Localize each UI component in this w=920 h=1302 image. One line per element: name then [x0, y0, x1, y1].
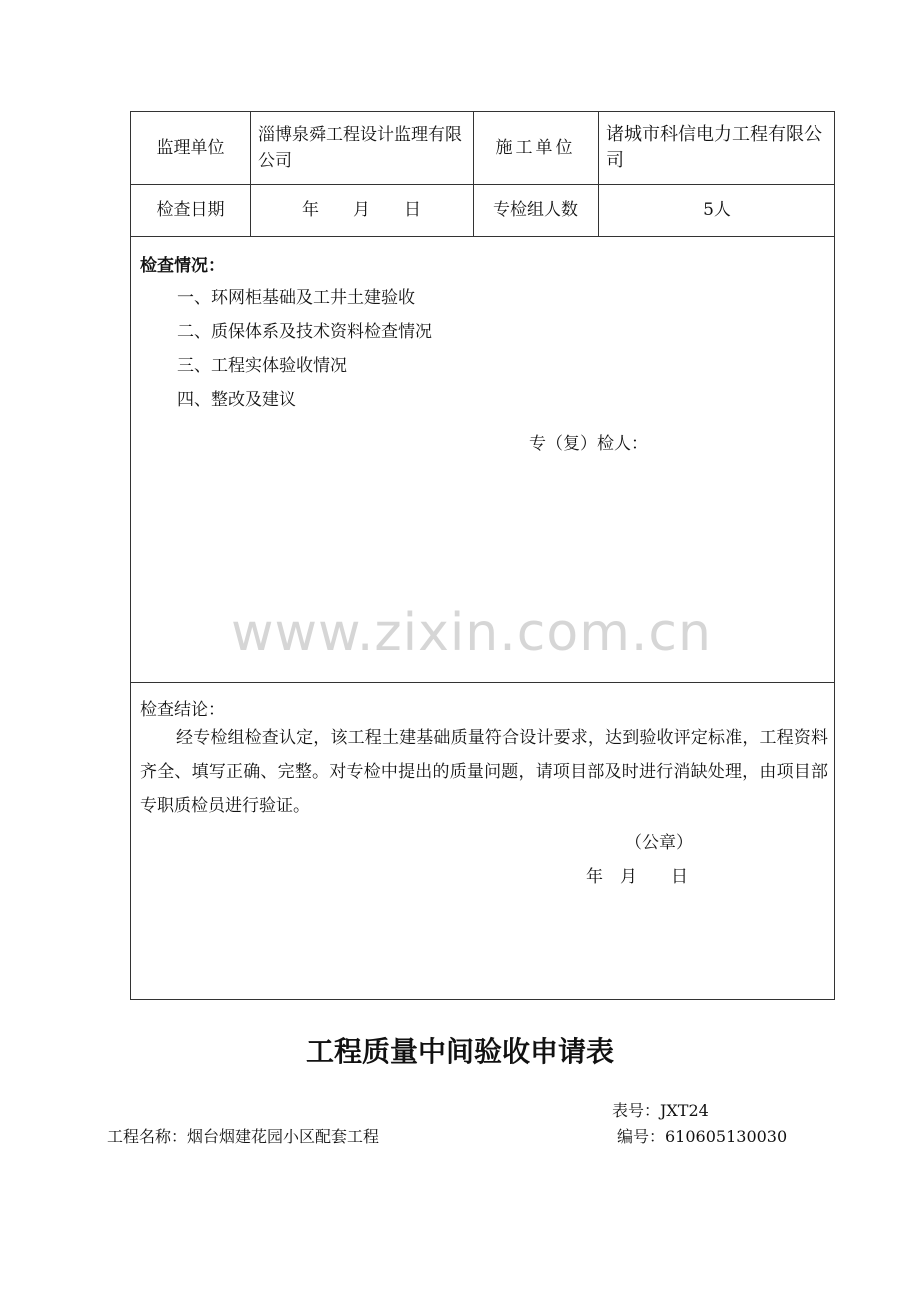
project-name: 工程名称：烟台烟建花园小区配套工程	[107, 1127, 380, 1146]
inspection-title: 检查情况：	[140, 256, 225, 276]
contractor-value: 诸城市科信电力工程有限公司	[606, 124, 822, 171]
supervisor-label: 监理单位	[156, 138, 225, 158]
group-size-value: 5人	[703, 200, 731, 220]
serial-number: 编号：610605130030	[617, 1127, 788, 1146]
date-value: 年 月 日	[302, 200, 421, 220]
form-number: 表号：JXT24	[612, 1101, 709, 1120]
conclusion-date: 年 月 日	[586, 867, 688, 887]
document-title: 工程质量中间验收申请表	[305, 1035, 614, 1068]
row-divider	[131, 682, 834, 683]
inspection-item: 三、工程实体验收情况	[177, 356, 347, 376]
row-divider	[131, 236, 834, 237]
inspection-item: 一、环网柜基础及工井土建验收	[177, 288, 415, 308]
watermark: www.zixin.com.cn	[231, 603, 712, 663]
conclusion-text: 经专检组检查认定，该工程土建基础质量符合设计要求，达到验收评定标准，工程资料齐全、填写正确、完整。对专检中提出的质量问题，请项目部及时进行消缺处理，由项目部专职质检员进行验证。	[140, 728, 828, 816]
date-label: 检查日期	[156, 200, 225, 220]
inspector-signature-label: 专（复）检人：	[529, 434, 648, 454]
conclusion-title: 检查结论：	[140, 700, 225, 720]
supervisor-value: 淄博泉舜工程设计监理有限公司	[258, 125, 462, 171]
inspection-item: 四、整改及建议	[177, 390, 296, 410]
inspection-form-table	[130, 111, 835, 1000]
seal-label: （公章）	[625, 833, 693, 853]
inspection-item: 二、质保体系及技术资料检查情况	[177, 322, 432, 342]
contractor-label: 施工单位	[495, 138, 576, 158]
group-size-label: 专检组人数	[493, 200, 578, 220]
